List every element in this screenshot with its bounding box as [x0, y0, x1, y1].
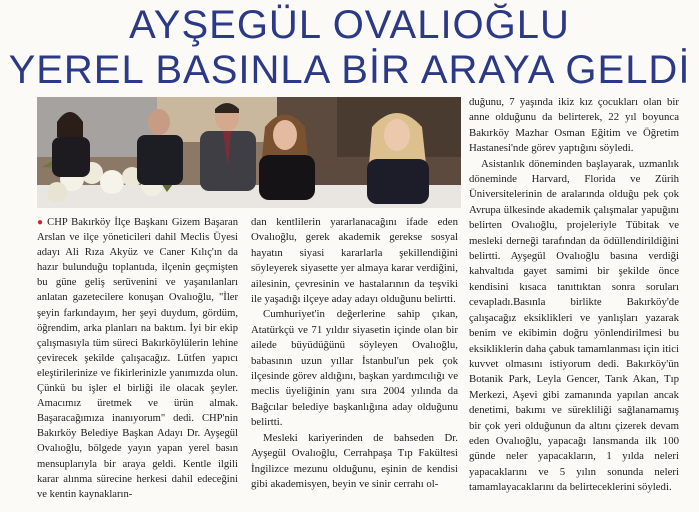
column-3-paragraph-2: Asistanlık döneminden başlayarak, uzmanlık döneminde Harvard, Florida ve Zürih Üniversitelerinin de aralarında olduğu pek çok Avrupa ülkesinde akademik çalışmalar yapuğını belirten Ovalıoğlu, projeleriyle Tübitak ve mesleki derneği tarafından da ödüllendirildiğini belirtti. Ayşegül Ovalıoğlu basına verdiği kahvaltıda gayet samimi bir şekilde önce kendisini kısaca tanıttıktan sonra soruları cevapladı.Basınla birlikte Bakırköy'de çalışacağız eksiklikleri ve yanlışları yazarak benim ve ekibimin doğru yönlendirilmesi bu eksikliklerin daha çabuk tamamlanması için itici kuvvet olmasını istiyorum dedi. Bakırköy'ün Botanik Park, Leyla Gencer, Tarık Akan, Tıp Merkezi, Aşevi gibi zamanında yapılan ancak denetimi, bakımı ve sürekliliği sağlanamamış bir çok yeri olduğunun da altını çizerek devam eden Ovalıoğlu, yapacağı lansmanda ilk 100 günde neler yapacakların, 1 yılda neleri yapacaklarını ve 5 yılın sonunda neleri tamamlayacaklarını da belirteceklerini söyledi.: [469, 157, 679, 494]
column-3-paragraph-1: duğunu, 7 yaşında ikiz kız çocukları olan bir anne olduğunu da belirterek, 22 yıl boyunca Bakırköy Mazhar Osman Eğitim ve Öğretim Hastanesi'nde görev yaptığını söyledi.: [469, 96, 679, 155]
person-5: [367, 113, 429, 204]
column-1-paragraph-1: CHP Bakırköy İlçe Başkanı Gizem Başaran Arslan ve ilçe yöneticileri dahil Meclis Üyesi adayı Ali Rıza Akyüz ve Caner Kılıç'ın da hazır bulunduğu toplantıda, ilçenin geçmişten bu güne geliş serüvenini ve yaşanılanları anlatan gazetecilere konuşan Ovalıoğlu, "İler şeyin farkındayım, her şeyi duydum, gördüm, öğrendim, arka planları na baktım. İyi bir ekip çalışmasıyla tüm süreci Bakırköylülerin lehine çevirecek şekilde çalışacağız. Lütfen yapıcı eleştirilerinize ve fikirlerinizle yanımızda olun. Çünkü bu işler el birliği ile olacak şeyler. Amacımız üretmek ve ürün almak. Başaracağımıza inanıyorum" dedi. CHP'nin Bakırköy Belediye Başkan Adayı Dr. Ayşegül Ovalıoğlu, bölgede yayın yapan yerel basın mensuplarıyla bir araya geldi. Kentle ilgili karar alınma sürecine herkesi dahil edeceğini ve kentin kaynakların-: [37, 217, 239, 500]
headline-line-1: AYŞEGÜL OVALIOĞLU: [129, 3, 570, 47]
headline-line-2: YEREL BASINLA BİR ARAYA GELDİ: [8, 48, 691, 92]
bullet-icon: ●: [37, 217, 45, 228]
column-2-paragraph-3: Mesleki kariyerinden de bahseden Dr. Ayşegül Ovalıoğlu, Cerrahpaşa Tıp Fakültesi İngilizce mezunu olduğunu, eşinin de kendisi gibi akademisyen, beyin ve sinir cerrahı ol-: [251, 431, 458, 490]
news-photo: [37, 97, 461, 208]
article-column-1: [37, 215, 238, 502]
column-2-paragraph-2: Cumhuriyet'in değerlerine sahip çıkan, Atatürkçü ve 71 yıldır siyasetin içinde olan bir ailede büyüdüğünü söyleyen Ovalıoğlu, babasının uzun yıllar İstanbul'un pek çok ilçesinde görev aldığını, başkan yardımcılığı ve meclis üyeliğinin yanı sıra 2004 yılında da Bağcılar belediye başkanlığına aday olduğunu belirtti.: [251, 308, 458, 429]
column-2-paragraph-1: dan kentlilerin yararlanacağını ifade eden Ovalıoğlu, gerek akademik gerekse sosyal hayatın siyasi kararlarla şekillendiğini söyleyerek siyasette yer almaya karar verdiğini, ailesinin, çevresinin ve hastalarının da teşviki ile yaşadığı ilçeye aday adayı olduğunu belirtti.: [251, 216, 458, 306]
article-column-3: [469, 95, 679, 496]
article-column-2: [251, 215, 458, 492]
